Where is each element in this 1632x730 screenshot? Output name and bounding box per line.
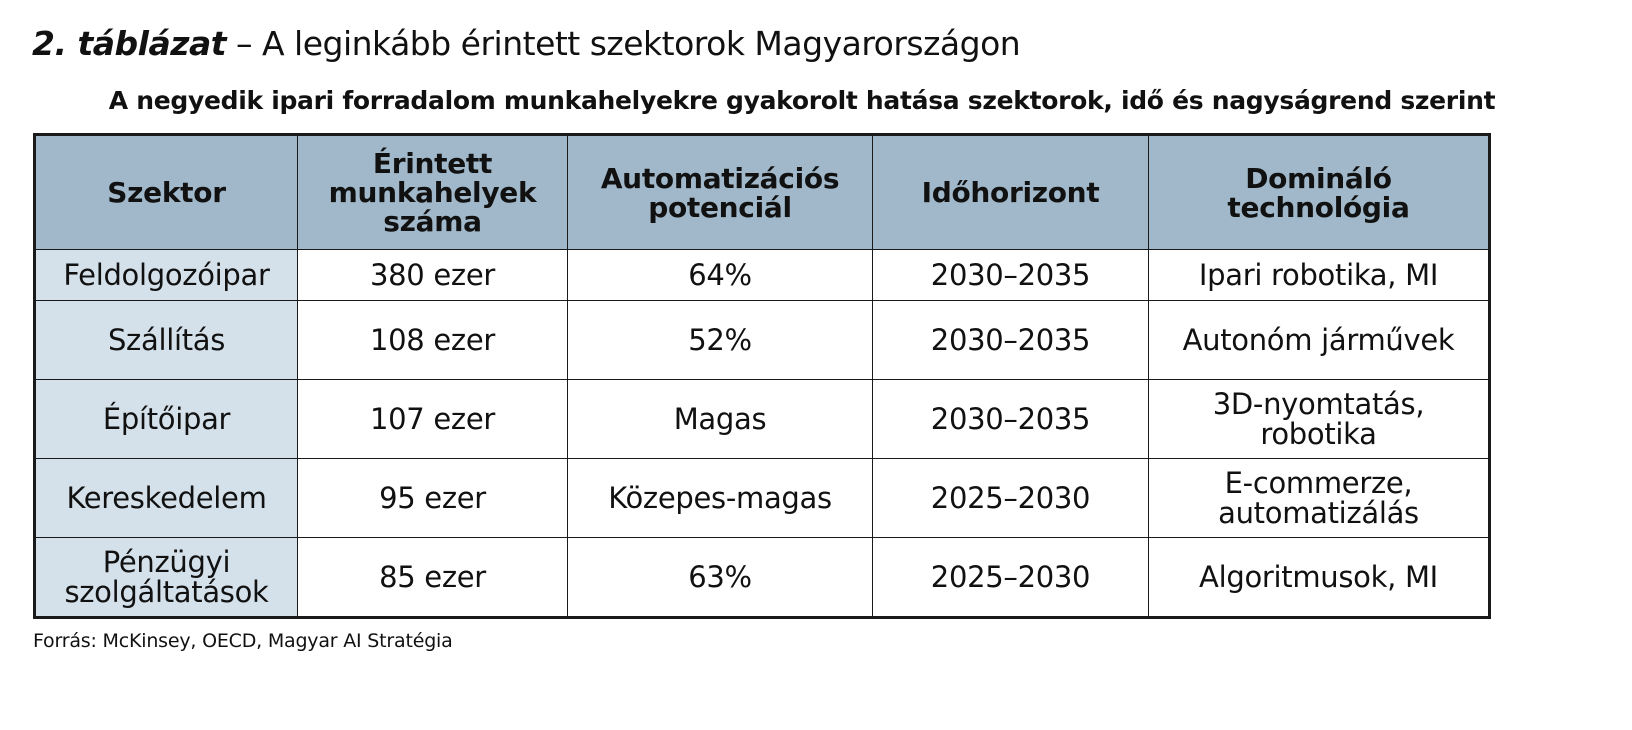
header-automation xyxy=(568,135,873,250)
table-row xyxy=(35,380,1490,459)
header-technology xyxy=(1149,135,1490,250)
cell-technology-label: E-commerze, automatizálás xyxy=(1218,466,1419,530)
cell-jobs: 380 ezer xyxy=(298,250,568,301)
cell-jobs: 85 ezer xyxy=(298,538,568,618)
cell-technology-label: 3D-nyomtatás, robotika xyxy=(1212,387,1425,451)
cell-automation: 52% xyxy=(568,301,873,380)
cell-horizon: 2025–2030 xyxy=(873,459,1149,538)
table-row xyxy=(35,459,1490,538)
header-row xyxy=(35,135,1490,250)
cell-horizon: 2025–2030 xyxy=(873,538,1149,618)
source-note: Forrás: McKinsey, OECD, Magyar AI Stratégia xyxy=(33,630,453,652)
cell-technology: Algoritmusok, MI xyxy=(1149,538,1490,618)
cell-sector xyxy=(35,538,298,618)
header-horizon: Időhorizont xyxy=(873,135,1149,250)
table-title: A leginkább érintett szektorok Magyarországon xyxy=(261,24,1021,63)
cell-horizon: 2030–2035 xyxy=(873,250,1149,301)
table-caption xyxy=(32,22,1020,66)
cell-technology xyxy=(1149,459,1490,538)
cell-jobs: 108 ezer xyxy=(298,301,568,380)
table-row xyxy=(35,538,1490,618)
cell-technology xyxy=(1149,380,1490,459)
table-subtitle: A negyedik ipari forradalom munkahelyekre gyakorolt hatása szektorok, idő és nagyságrend szerint xyxy=(108,86,1496,115)
cell-automation: Közepes-magas xyxy=(568,459,873,538)
cell-horizon: 2030–2035 xyxy=(873,380,1149,459)
cell-technology: Autonóm járművek xyxy=(1149,301,1490,380)
cell-sector: Feldolgozóipar xyxy=(35,250,298,301)
cell-jobs: 107 ezer xyxy=(298,380,568,459)
cell-sector: Kereskedelem xyxy=(35,459,298,538)
table-row xyxy=(35,250,1490,301)
cell-automation: Magas xyxy=(568,380,873,459)
caption-separator: – xyxy=(225,24,262,63)
table-row xyxy=(35,301,1490,380)
header-automation-label: Automatizációs potenciál xyxy=(600,161,840,224)
cell-automation: 63% xyxy=(568,538,873,618)
sector-impact-table xyxy=(33,133,1491,619)
header-jobs xyxy=(298,135,568,250)
header-sector: Szektor xyxy=(35,135,298,250)
cell-sector: Szállítás xyxy=(35,301,298,380)
cell-sector-label: Pénzügyi szolgáltatások xyxy=(64,545,269,609)
cell-sector: Építőipar xyxy=(35,380,298,459)
cell-horizon: 2030–2035 xyxy=(873,301,1149,380)
header-jobs-label: Érintett munkahelyek száma xyxy=(328,147,537,238)
table-number: 2. táblázat xyxy=(32,24,226,63)
cell-automation: 64% xyxy=(568,250,873,301)
cell-technology: Ipari robotika, MI xyxy=(1149,250,1490,301)
header-technology-label: Domináló technológia xyxy=(1227,161,1410,224)
cell-jobs: 95 ezer xyxy=(298,459,568,538)
